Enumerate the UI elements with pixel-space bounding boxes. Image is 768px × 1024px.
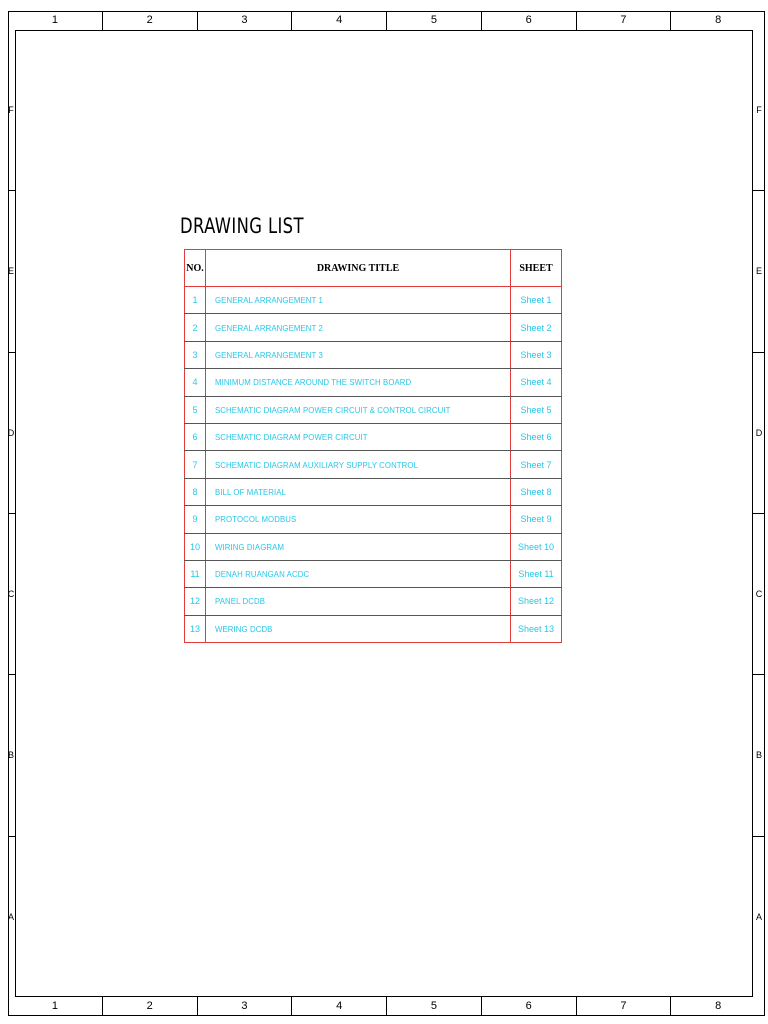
row-title[interactable] [206, 423, 511, 450]
row-title-text: SCHEMATIC DIAGRAM POWER CIRCUIT [215, 432, 368, 443]
column-zone-label: 2 [102, 997, 197, 1016]
row-sheet[interactable]: Sheet 4 [511, 369, 562, 396]
row-title-text: PANEL DCDB [215, 596, 266, 607]
column-zone-label: 5 [386, 11, 481, 30]
table-row [185, 369, 562, 396]
row-sheet[interactable]: Sheet 13 [511, 615, 562, 642]
table-row [185, 314, 562, 341]
table-row [185, 588, 562, 615]
column-zone-label: 7 [576, 11, 671, 30]
row-title[interactable] [206, 615, 511, 642]
row-number: 9 [185, 506, 206, 533]
row-sheet[interactable]: Sheet 9 [511, 506, 562, 533]
row-zone [8, 352, 15, 513]
row-title[interactable] [206, 506, 511, 533]
table-row [185, 615, 562, 642]
row-number: 10 [185, 533, 206, 560]
row-title-text: WIRING DIAGRAM [215, 541, 285, 552]
row-number: 8 [185, 478, 206, 505]
row-number: 3 [185, 341, 206, 368]
header-drawing-title: DRAWING TITLE [206, 250, 511, 287]
row-zone-label: C [755, 589, 763, 600]
row-zone-label: F [8, 105, 14, 116]
row-zone-label: A [7, 911, 14, 922]
column-zone-label: 4 [291, 997, 386, 1016]
row-zone [753, 30, 765, 190]
column-zone-strip-bottom [8, 997, 765, 1016]
row-title-text: GENERAL ARRANGEMENT 1 [215, 295, 323, 306]
row-zone [753, 674, 765, 835]
row-zone-label: D [7, 427, 15, 438]
row-sheet[interactable]: Sheet 8 [511, 478, 562, 505]
row-number: 5 [185, 396, 206, 423]
row-number: 13 [185, 615, 206, 642]
row-sheet[interactable]: Sheet 2 [511, 314, 562, 341]
row-title-text: GENERAL ARRANGEMENT 2 [215, 322, 323, 333]
row-sheet[interactable]: Sheet 12 [511, 588, 562, 615]
row-zone-label: F [756, 105, 762, 116]
row-zone [8, 674, 15, 835]
row-title-text: GENERAL ARRANGEMENT 3 [215, 349, 323, 360]
row-zone-label: D [755, 427, 763, 438]
row-sheet[interactable]: Sheet 1 [511, 287, 562, 314]
row-sheet[interactable]: Sheet 11 [511, 560, 562, 587]
row-number: 11 [185, 560, 206, 587]
table-row [185, 506, 562, 533]
row-sheet[interactable]: Sheet 7 [511, 451, 562, 478]
row-zone [8, 30, 15, 190]
row-zone [8, 836, 15, 997]
row-sheet[interactable]: Sheet 3 [511, 341, 562, 368]
row-zone [753, 513, 765, 674]
table-row [185, 478, 562, 505]
table-row [185, 396, 562, 423]
column-zone-label: 2 [102, 11, 197, 30]
header-no: NO. [185, 250, 206, 287]
row-zone-label: E [7, 266, 14, 277]
row-zone-label: A [755, 911, 762, 922]
table-row [185, 287, 562, 314]
column-zone-label: 1 [51, 1000, 58, 1012]
row-number: 6 [185, 423, 206, 450]
row-zone-label: B [755, 750, 762, 761]
table-row [185, 560, 562, 587]
row-zone [753, 836, 765, 997]
column-zone-label: 8 [670, 997, 765, 1016]
table-row [185, 451, 562, 478]
header-sheet: SHEET [511, 250, 562, 287]
row-title-text: MINIMUM DISTANCE AROUND THE SWITCH BOARD [215, 377, 412, 388]
row-number: 4 [185, 369, 206, 396]
row-title[interactable] [206, 478, 511, 505]
row-number: 2 [185, 314, 206, 341]
row-title-text: DENAH RUANGAN ACDC [215, 569, 310, 580]
row-title-text: WERING DCDB [215, 623, 273, 634]
row-title[interactable] [206, 588, 511, 615]
row-title[interactable] [206, 314, 511, 341]
row-zone [753, 352, 765, 513]
row-title[interactable] [206, 451, 511, 478]
row-zone-label: B [7, 750, 14, 761]
row-title-text: PROTOCOL MODBUS [215, 514, 297, 525]
row-title-text: SCHEMATIC DIAGRAM AUXILIARY SUPPLY CONTROL [215, 459, 419, 470]
column-zone-label: 8 [670, 11, 765, 30]
column-zone-label: 5 [386, 997, 481, 1016]
row-title[interactable] [206, 396, 511, 423]
row-sheet[interactable]: Sheet 5 [511, 396, 562, 423]
drawing-list-table [184, 249, 562, 643]
row-title-text: BILL OF MATERIAL [215, 486, 287, 497]
table-row [185, 423, 562, 450]
table-row [185, 533, 562, 560]
row-number: 1 [185, 287, 206, 314]
table-row [185, 341, 562, 368]
row-zone-label: E [755, 266, 762, 277]
row-title[interactable] [206, 533, 511, 560]
row-title-text: SCHEMATIC DIAGRAM POWER CIRCUIT & CONTROL CIRCUIT [215, 404, 451, 415]
column-zone-strip-top [8, 11, 765, 30]
row-zone [8, 190, 15, 351]
column-zone-label: 7 [576, 997, 671, 1016]
column-zone-label: 3 [197, 11, 292, 30]
row-zone [753, 190, 765, 351]
table-header-row [185, 250, 562, 287]
column-zone-label: 6 [481, 997, 576, 1016]
row-zone [8, 513, 15, 674]
row-sheet[interactable]: Sheet 10 [511, 533, 562, 560]
row-title[interactable] [206, 287, 511, 314]
column-zone-label: 3 [197, 997, 292, 1016]
row-zone-strip-right [753, 30, 765, 997]
row-number: 7 [185, 451, 206, 478]
drawing-list-title: DRAWING LIST [180, 214, 304, 238]
row-title[interactable] [206, 560, 511, 587]
column-zone-label: 1 [51, 14, 58, 26]
row-title[interactable] [206, 369, 511, 396]
column-zone-label: 6 [481, 11, 576, 30]
row-zone-strip-left [8, 30, 15, 997]
column-zone-label: 4 [291, 11, 386, 30]
row-sheet[interactable]: Sheet 6 [511, 423, 562, 450]
row-title[interactable] [206, 341, 511, 368]
row-number: 12 [185, 588, 206, 615]
row-zone-label: C [7, 589, 15, 600]
